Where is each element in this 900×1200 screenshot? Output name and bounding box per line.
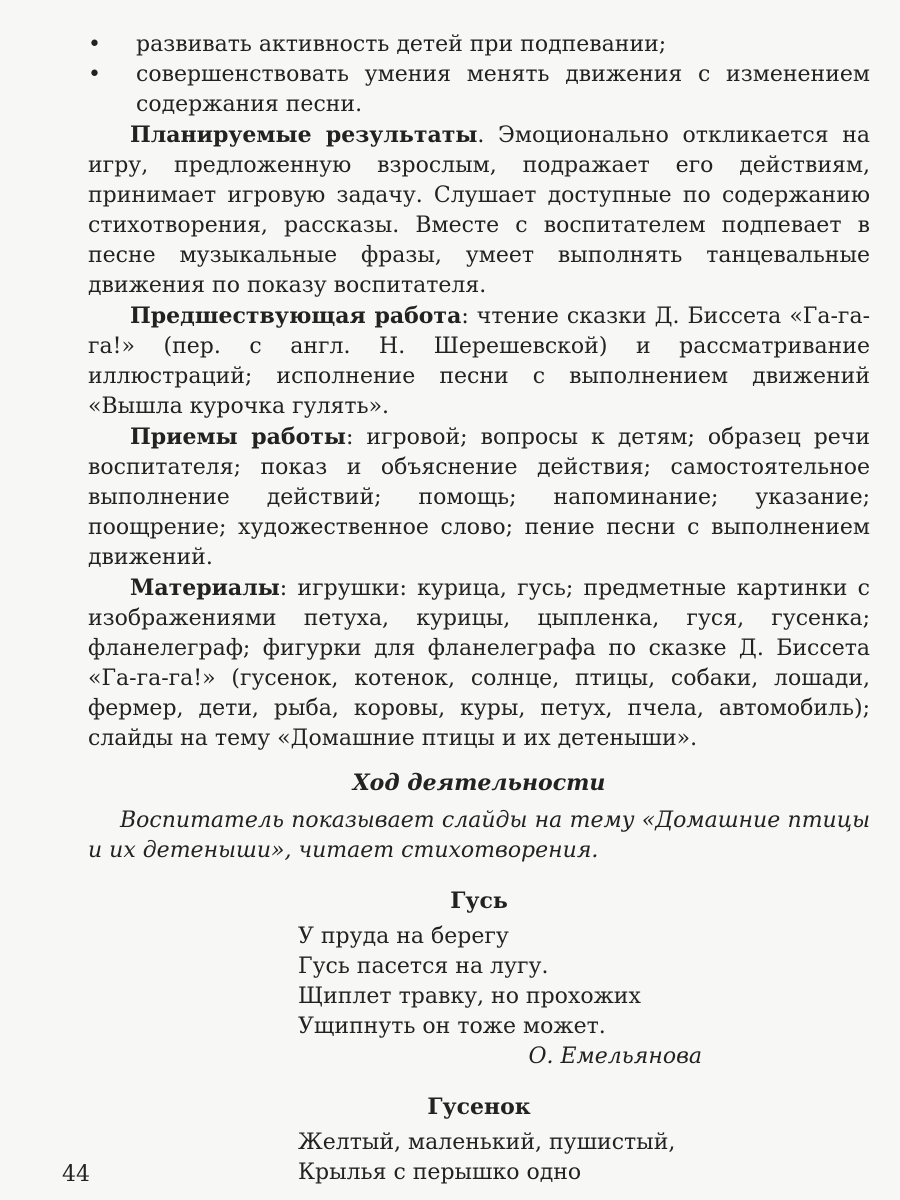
poem-line: Желтый, маленький, пушистый, bbox=[298, 1130, 676, 1155]
list-item-text: совершенствовать умения менять движения с изменением содержания песни. bbox=[136, 62, 870, 117]
planned-results-paragraph bbox=[88, 120, 870, 301]
page-number: 44 bbox=[62, 1162, 90, 1187]
work-methods-paragraph bbox=[88, 422, 870, 573]
list-item-text: развивать активность детей при подпевании; bbox=[136, 32, 667, 57]
poem-title: Гусенок bbox=[427, 1094, 531, 1120]
section-heading: Материалы bbox=[130, 575, 280, 601]
activity-intro: Воспитатель показывает слайды на тему «Домашние птицы и их детеныши», читает стихотворения. bbox=[88, 808, 870, 863]
bullet-icon: • bbox=[88, 62, 101, 87]
previous-work-paragraph bbox=[88, 301, 870, 422]
materials-paragraph bbox=[88, 573, 870, 754]
poem-line: Крылья с перышко одно bbox=[298, 1160, 582, 1185]
activity-title: Ход деятельности bbox=[352, 770, 606, 796]
section-heading: Предшествующая работа bbox=[130, 303, 462, 329]
bullet-icon: • bbox=[88, 32, 101, 57]
section-text: . Эмоционально откликается на игру, предложенную взрослым, подражает его действиям, принимает игровую задачу. Слушает доступные по содержанию стихотворения, рассказы. Вместе с воспитателем подпевает в песне музыкальные фразы, умеет выполнять танцевальные движения по показу воспитателя. bbox=[88, 123, 871, 298]
list-item bbox=[88, 30, 870, 60]
poem-line: У пруда на берегу bbox=[298, 924, 509, 949]
section-text: : игрушки: курица, гусь; предметные картинки с изображениями петуха, курицы, цыпленка, гуся, гусенка; фланелеграф; фигурки для фланелеграфа по сказке Д. Биссета «Га-га-га!» (гусенок, котенок, солнце, птицы, собаки, лошади, фермер, дети, рыба, коровы, куры, петух, пчела, автомобиль); слайды на тему «Домашние птицы и их детеныши». bbox=[88, 576, 870, 751]
poem-title: Гусь bbox=[450, 888, 508, 914]
section-heading: Планируемые результаты bbox=[130, 122, 478, 148]
goals-list bbox=[88, 30, 870, 120]
poem-line: Гусь пасется на лугу. bbox=[298, 954, 549, 979]
list-item bbox=[88, 60, 870, 120]
poem-body bbox=[298, 1128, 870, 1188]
poem-line: Щиплет травку, но прохожих bbox=[298, 984, 641, 1009]
poem-body bbox=[298, 922, 870, 1042]
section-text: : игровой; вопросы к детям; образец речи воспитателя; показ и объяснение действия; самостоятельное выполнение действий; помощь; напоминание; указание; поощрение; художественное слово; пение песни с выполнением движений. bbox=[88, 425, 871, 570]
poem-author: О. Емельянова bbox=[528, 1044, 702, 1069]
section-text: : чтение сказки Д. Биссета «Га-га-га!» (пер. с англ. Н. Шерешевской) и рассматривание иллюстраций; исполнение песни с выполнением движений «Вышла курочка гулять». bbox=[88, 304, 870, 419]
poem-line: Ущипнуть он тоже может. bbox=[298, 1014, 606, 1039]
section-heading: Приемы работы bbox=[130, 424, 346, 450]
